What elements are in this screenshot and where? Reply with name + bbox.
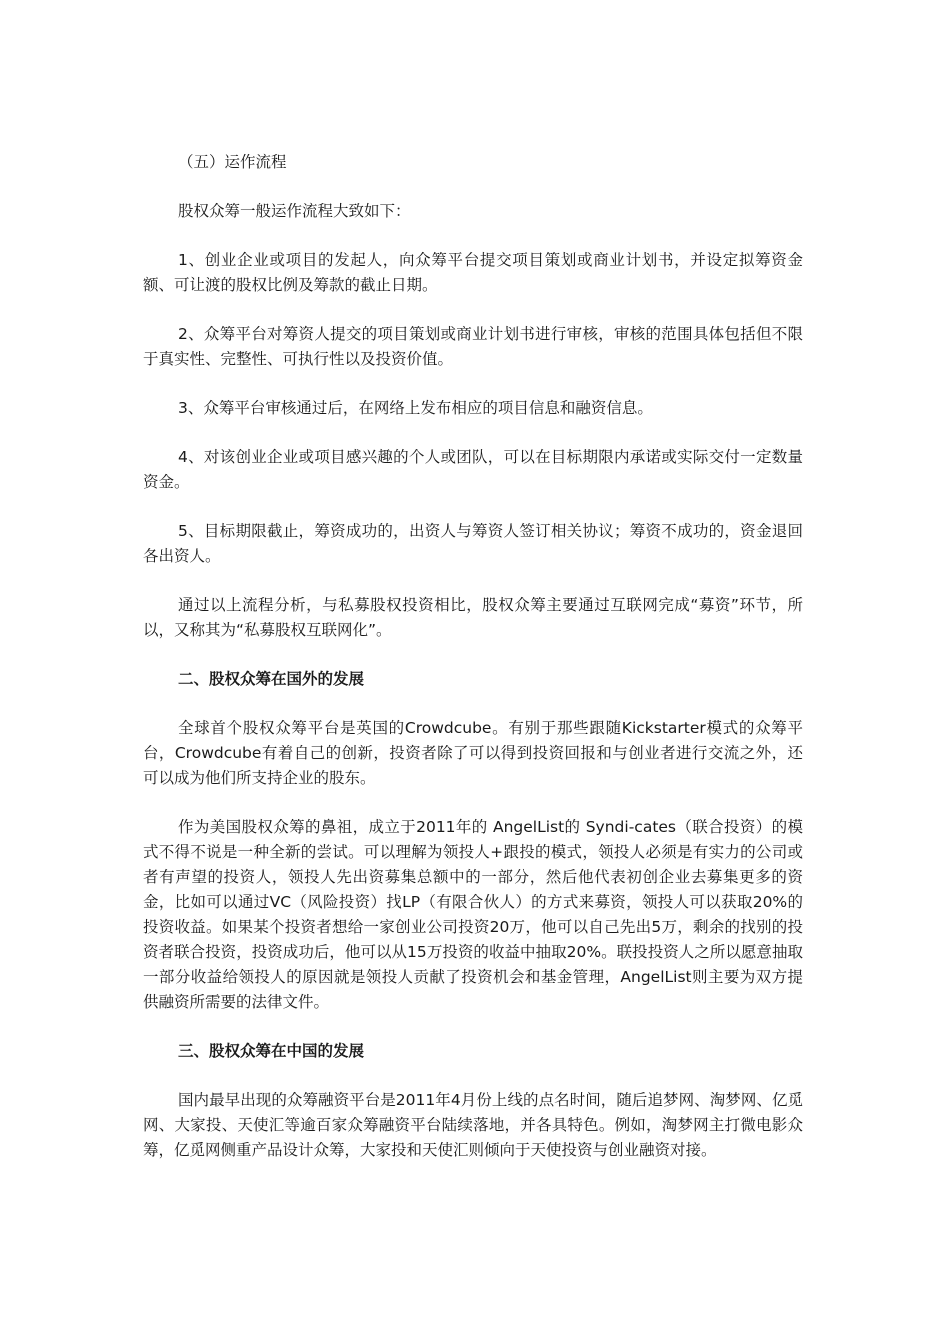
process-step-3: 3、众筹平台审核通过后，在网络上发布相应的项目信息和融资信息。 (178, 399, 653, 417)
section-heading-operation-process: （五）运作流程 (178, 153, 287, 171)
section-heading-china-development: 三、股权众筹在中国的发展 (178, 1042, 365, 1060)
process-step-2: 2、众筹平台对筹资人提交的项目策划或商业计划书进行审核，审核的范围具体包括但不限于真实性、完整性、可执行性以及投资价值。 (143, 325, 803, 368)
section-heading-foreign-development: 二、股权众筹在国外的发展 (178, 670, 365, 688)
process-summary-paragraph: 通过以上流程分析，与私募股权投资相比，股权众筹主要通过互联网完成“募资”环节，所以，又称其为“私募股权互联网化”。 (143, 596, 803, 639)
process-step-4: 4、对该创业企业或项目感兴趣的个人或团队，可以在目标期限内承诺或实际交付一定数量资金。 (143, 448, 803, 491)
process-step-5: 5、目标期限截止，筹资成功的，出资人与筹资人签订相关协议；筹资不成功的，资金退回各出资人。 (143, 522, 803, 565)
document-body (143, 150, 803, 1187)
crowdcube-paragraph: 全球首个股权众筹平台是英国的Crowdcube。有别于那些跟随Kickstarter模式的众筹平台，Crowdcube有着自己的创新，投资者除了可以得到投资回报和与创业者进行交流之外，还可以成为他们所支持企业的股东。 (143, 719, 803, 787)
process-intro-paragraph: 股权众筹一般运作流程大致如下： (178, 202, 411, 220)
china-platforms-paragraph: 国内最早出现的众筹融资平台是2011年4月份上线的点名时间，随后追梦网、淘梦网、亿觅网、大家投、天使汇等逾百家众筹融资平台陆续落地，并各具特色。例如，淘梦网主打微电影众筹，亿觅网侧重产品设计众筹，大家投和天使汇则倾向于天使投资与创业融资对接。 (143, 1091, 803, 1159)
angellist-paragraph: 作为美国股权众筹的鼻祖，成立于2011年的 AngelList的 Syndi-cates（联合投资）的模式不得不说是一种全新的尝试。可以理解为领投人+跟投的模式，领投人必须是有实力的公司或者有声望的投资人，领投人先出资募集总额中的一部分，然后他代表初创企业去募集更多的资金，比如可以通过VC（风险投资）找LP（有限合伙人）的方式来募资，领投人可以获取20%的投资收益。如果某个投资者想给一家创业公司投资20万，他可以自己先出5万，剩余的找别的投资者联合投资，投资成功后，他可以从15万投资的收益中抽取20%。联投投资人之所以愿意抽取一部分收益给领投人的原因就是领投人贡献了投资机会和基金管理，AngelList则主要为双方提供融资所需要的法律文件。 (143, 818, 803, 1011)
process-step-1: 1、创业企业或项目的发起人，向众筹平台提交项目策划或商业计划书，并设定拟筹资金额、可让渡的股权比例及筹款的截止日期。 (143, 251, 803, 294)
